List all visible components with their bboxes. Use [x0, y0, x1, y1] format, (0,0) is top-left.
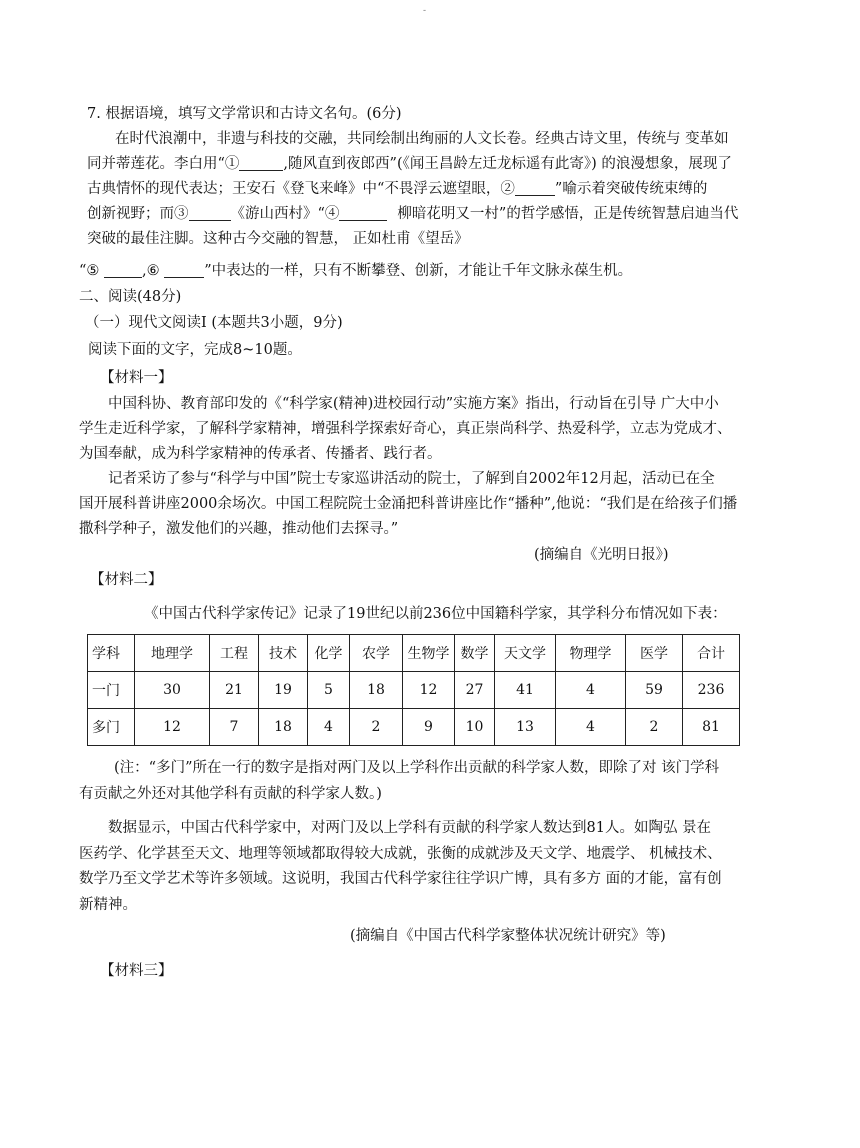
blank-5[interactable]	[104, 260, 142, 278]
table-cell: 4	[308, 709, 350, 746]
table-cell: 农学	[350, 635, 403, 672]
m2-table-intro: 《中国古代科学家传记》记录了19世纪以前236位中国籍科学家，其学科分布情况如下表：	[144, 606, 727, 622]
table-cell: 41	[495, 672, 556, 709]
m1-source: (摘编自《光明日报》)	[534, 547, 669, 563]
m2-source: (摘编自《中国古代科学家整体状况统计研究》等)	[350, 928, 666, 944]
table-cell: 技术	[259, 635, 308, 672]
q7-line-1: 在时代浪潮中，非遗与科技的交融，共同绘制出绚丽的人文长卷。经典古诗文里，传统与 变革如	[115, 131, 729, 147]
q7-line-3: 古典情怀的现代表达；王安石《登飞来峰》中“不畏浮云遮望眼，② ”喻示着突破传统束缚的	[87, 176, 707, 202]
table-cell: 化学	[308, 635, 350, 672]
table-row-multiple	[88, 709, 740, 746]
m1-p1-line-1: 中国科协、教育部印发的《“科学家(精神)进校园行动”实施方案》指出，行动旨在引导 广大中小	[108, 396, 719, 412]
m2-para-line-4: 新精神。	[79, 897, 137, 913]
table-cell: 27	[455, 672, 495, 709]
table-cell: 天文学	[495, 635, 556, 672]
q7-line-2: 同并蒂莲花。李白用“① ,随风直到夜郎西”(《闻王昌龄左迁龙标遥有此寄》) 的浪漫想象，展现了	[87, 151, 732, 177]
table-cell: 学科	[88, 635, 135, 672]
m2-para-line-2: 医药学、化学甚至天文、地理等领域都取得较大成就，张衡的成就涉及天文学、地震学、 机械技术、	[79, 846, 722, 862]
table-cell: 12	[135, 709, 210, 746]
top-mark: -	[423, 6, 427, 16]
m1-p2-line-3: 撒科学种子，激发他们的兴趣，推动他们去探寻。”	[79, 521, 399, 537]
table-cell: 30	[135, 672, 210, 709]
table-cell: 59	[626, 672, 683, 709]
table-cell: 81	[683, 709, 740, 746]
m1-p2-line-2: 国开展科普讲座2000余场次。中国工程院院士金涌把科普讲座比作“播种”,他说：“我们是在给孩子们播	[79, 496, 738, 512]
m1-p1-line-3: 为国奉献，成为科学家精神的传承者、传播者、践行者。	[79, 446, 442, 462]
scientist-distribution-table	[87, 634, 740, 746]
table-cell: 一门	[88, 672, 135, 709]
table-cell: 数学	[455, 635, 495, 672]
m2-note-line-2: 有贡献之外还对其他学科有贡献的科学家人数。)	[79, 786, 382, 802]
table-cell: 19	[259, 672, 308, 709]
table-cell: 4	[556, 709, 626, 746]
q7-title: 7. 根据语境，填写文学常识和古诗文名句。(6分)	[87, 106, 402, 122]
table-cell: 4	[556, 672, 626, 709]
table-cell: 18	[259, 709, 308, 746]
material-3-heading: 【材料三】	[100, 963, 173, 979]
table-row-single	[88, 672, 740, 709]
q7-line-5: 突破的最佳注脚。这种古今交融的智慧， 正如杜甫《望岳》	[87, 231, 469, 247]
blank-6[interactable]	[164, 260, 204, 278]
m2-para-line-3: 数学乃至文学艺术等许多领域。这说明，我国古代科学家往往学识广博，具有多方 面的才能，富有创	[79, 871, 722, 887]
table-cell: 2	[626, 709, 683, 746]
m1-p2-line-1: 记者采访了参与“科学与中国”院士专家巡讲活动的院士，了解到自2002年12月起，活动已在全	[108, 471, 715, 487]
section-heading: 二、阅读(48分)	[79, 289, 182, 305]
table-cell: 13	[495, 709, 556, 746]
table-cell: 生物学	[403, 635, 455, 672]
blank-4[interactable]	[339, 203, 387, 221]
table-header-row	[88, 635, 740, 672]
m2-para-line-1: 数据显示，中国古代科学家中，对两门及以上学科有贡献的科学家人数达到81人。如陶弘 景在	[108, 820, 712, 836]
table-cell: 合计	[683, 635, 740, 672]
blank-1[interactable]	[239, 153, 283, 171]
table-cell: 12	[403, 672, 455, 709]
material-1-heading: 【材料一】	[100, 370, 173, 386]
table-cell: 236	[683, 672, 740, 709]
m2-note-line-1: (注：“多门”所在一行的数字是指对两门及以上学科作出贡献的科学家人数，即除了对 该门学科	[114, 760, 720, 776]
q7-line-4: 创新视野；而③ 《游山西村》“④ 柳暗花明又一村”的哲学感悟，正是传统智慧启迪当代	[87, 201, 738, 227]
table-cell: 地理学	[135, 635, 210, 672]
table-cell: 10	[455, 709, 495, 746]
table-cell: 7	[210, 709, 259, 746]
reading-instruction: 阅读下面的文字，完成8~10题。	[88, 342, 302, 358]
table-cell: 9	[403, 709, 455, 746]
table-cell: 多门	[88, 709, 135, 746]
table-cell: 工程	[210, 635, 259, 672]
blank-2[interactable]	[515, 178, 555, 196]
table-cell: 物理学	[556, 635, 626, 672]
table-cell: 2	[350, 709, 403, 746]
m1-p1-line-2: 学生走近科学家，了解科学家精神，增强科学探索好奇心，真正崇尚科学、热爱科学，立志为党成才、	[79, 421, 732, 437]
material-2-heading: 【材料二】	[90, 572, 163, 588]
table-cell: 医学	[626, 635, 683, 672]
table-cell: 5	[308, 672, 350, 709]
subsection-heading: （一）现代文阅读I (本题共3小题，9分)	[85, 315, 343, 331]
table-cell: 18	[350, 672, 403, 709]
blank-3[interactable]	[189, 203, 231, 221]
table-cell: 21	[210, 672, 259, 709]
q7-line-6: “⑤ ,⑥ ”中表达的一样，只有不断攀登、创新，才能让千年文脉永葆生机。	[79, 258, 632, 284]
